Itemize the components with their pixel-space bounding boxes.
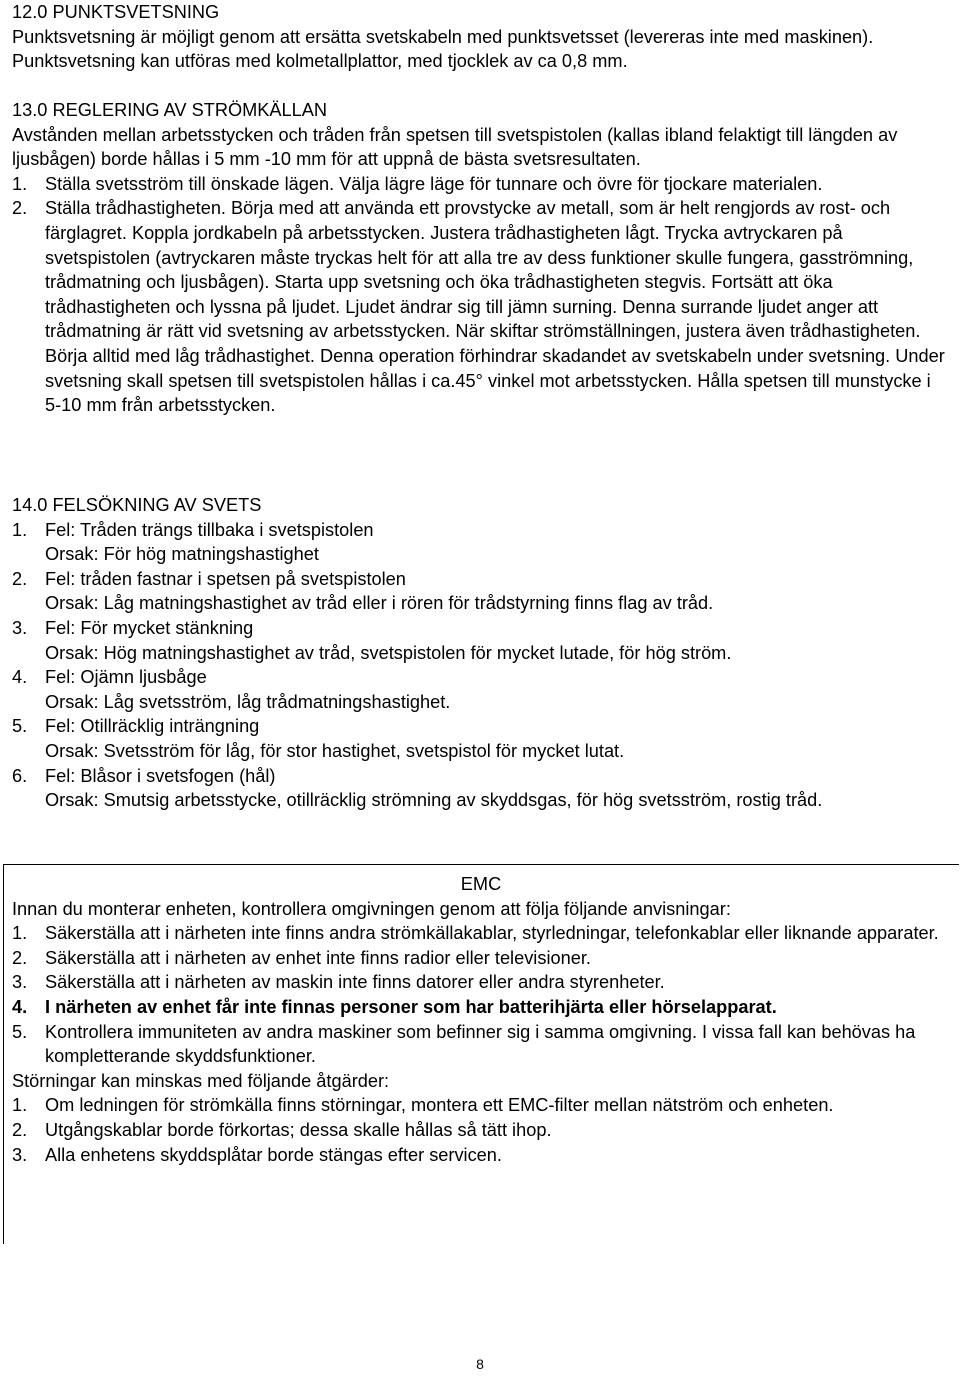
list-item-text: Utgångskablar borde förkortas; dessa skalle hållas så tätt ihop.: [45, 1119, 552, 1140]
list-item-number: 2.: [12, 1119, 28, 1140]
list-item-number: 5.: [12, 1021, 28, 1042]
list-item: [12, 1093, 950, 1118]
section-13: [12, 98, 950, 418]
list-item-number: 2.: [12, 198, 28, 219]
list-item: [12, 172, 950, 197]
fault-number: 4.: [12, 667, 28, 688]
fault-text: Fel: tråden fastnar i spetsen på svetspistolen: [45, 568, 406, 589]
fault-item: [12, 567, 950, 592]
fault-item: [12, 616, 950, 641]
fault-number: 5.: [12, 716, 28, 737]
emc-section: [12, 872, 950, 1167]
list-item-text: Kontrollera immuniteten av andra maskiner som befinner sig i samma omgivning. I vissa fall kan behövas ha kompletterande skyddsfunktioner.: [45, 1021, 916, 1067]
list-item-number: 1.: [12, 1095, 28, 1116]
fault-cause: Orsak: Hög matningshastighet av tråd, svetspistolen för mycket lutade, för hög ström.: [45, 642, 732, 663]
fault-text: Fel: Ojämn ljusbåge: [45, 667, 207, 688]
section-12-heading: 12.0 PUNKTSVETSNING: [12, 2, 220, 22]
emc-title: EMC: [460, 874, 502, 894]
list-item-number: 3.: [12, 1144, 28, 1165]
section-12: [12, 0, 950, 74]
fault-cause: Orsak: Smutsig arbetsstycke, otillräcklig strömning av skyddsgas, för hög svetsström, rostig tråd.: [45, 790, 823, 811]
fault-item: [12, 764, 950, 789]
list-item-text: Alla enhetens skyddsplåtar borde stängas efter servicen.: [45, 1144, 502, 1165]
section-13-heading: 13.0 REGLERING AV STRÖMKÄLLAN: [12, 100, 328, 120]
fault-cause: Orsak: Svetsström för låg, för stor hastighet, svetspistol för mycket lutat.: [45, 740, 625, 761]
section-14: [12, 493, 950, 813]
fault-text: Fel: För mycket stänkning: [45, 617, 254, 638]
emc-reduce-intro: Störningar kan minskas med följande åtgärder:: [12, 1070, 390, 1091]
fault-text: Fel: Blåsor i svetsfogen (hål): [45, 765, 276, 786]
fault-number: 2.: [12, 568, 28, 589]
list-item-number: 2.: [12, 947, 28, 968]
fault-cause: Orsak: Låg svetsström, låg trådmatningshastighet.: [45, 691, 451, 712]
fault-text: Fel: Tråden trängs tillbaka i svetspistolen: [45, 519, 374, 540]
list-item-number: 1.: [12, 173, 28, 194]
list-item: [12, 196, 950, 417]
list-item: [12, 1143, 950, 1168]
fault-item: [12, 518, 950, 543]
list-item-text: Om ledningen för strömkälla finns störningar, montera ett EMC-filter mellan nätström och enheten.: [45, 1095, 834, 1116]
page-number: 8: [476, 1356, 484, 1372]
list-item: [12, 970, 950, 995]
section-12-body: Punktsvetsning är möjligt genom att ersätta svetskabeln med punktsvetsset (levereras inte med maskinen). Punktsvetsning kan utföras med kolmetallplattor, med tjocklek av ca 0,8 mm.: [12, 26, 874, 72]
list-item: [12, 946, 950, 971]
section-13-body: Avstånden mellan arbetsstycken och tråden från spetsen till svetspistolen (kallas ibland felaktigt till längden av ljusbågen) borde hållas i 5 mm -10 mm för att uppnå de bästa svetsresultaten.: [12, 124, 898, 170]
fault-number: 1.: [12, 519, 28, 540]
emc-intro: Innan du monterar enheten, kontrollera omgivningen genom att följa följande anvisningar:: [12, 898, 731, 919]
fault-item: [12, 665, 950, 690]
list-item-text: Ställa svetsström till önskade lägen. Välja lägre läge för tunnare och övre för tjockare materialen.: [45, 173, 823, 194]
list-item: [12, 921, 950, 946]
list-item-text: Säkerställa att i närheten av enhet inte finns radior eller televisioner.: [45, 947, 591, 968]
list-item-text: Ställa trådhastigheten. Börja med att använda ett provstycke av metall, som är helt rengjords av rost- och färglagret. Koppla jordkabeln på arbetsstycken. Justera trådhastigheten lågt. Trycka avtryckaren på svetspistolen (avtryckaren måste tryckas helt för att alla tre av dess funktioner skulle fungera, gasströmning, trådmatning och ljusbågen). Starta upp svetsning och öka trådhastigheten stegvis. Fortsätt att öka trådhastigheten och lyssna på ljudet. Ljudet ändrar sig till jämn surning. Denna surrande ljudet anger att trådmatning är rätt vid svetsning av arbetsstycken. När skiftar strömställningen, justera även trådhastigheten. Börja alltid med låg trådhastighet. Denna operation förhindrar skadandet av svetskabeln under svetsning. Under svetsning skall spetsen till svetspistolen hållas i ca.45° vinkel mot arbetsstycken. Hålla spetsen till munstycke i 5-10 mm från arbetsstycken.: [45, 198, 945, 416]
fault-number: 3.: [12, 617, 28, 638]
fault-item: [12, 714, 950, 739]
fault-cause: Orsak: För hög matningshastighet: [45, 544, 319, 565]
list-item-text: Säkerställa att i närheten av maskin inte finns datorer eller andra styrenheter.: [45, 972, 665, 993]
fault-number: 6.: [12, 765, 28, 786]
list-item-text: Säkerställa att i närheten inte finns andra strömkällakablar, styrledningar, telefonkablar eller liknande apparater.: [45, 923, 939, 944]
list-item-text: I närheten av enhet får inte finnas personer som har batterihjärta eller hörselapparat.: [45, 996, 777, 1017]
list-item-number: 3.: [12, 972, 28, 993]
list-item: [12, 1020, 950, 1069]
list-item-warning: [12, 995, 950, 1020]
fault-cause: Orsak: Låg matningshastighet av tråd eller i rören för trådstyrning finns flag av tråd.: [45, 593, 714, 614]
list-item-number: 4.: [12, 996, 28, 1017]
section-14-heading: 14.0 FELSÖKNING AV SVETS: [12, 495, 262, 515]
list-item: [12, 1118, 950, 1143]
list-item-number: 1.: [12, 923, 28, 944]
fault-text: Fel: Otillräcklig inträngning: [45, 716, 260, 737]
